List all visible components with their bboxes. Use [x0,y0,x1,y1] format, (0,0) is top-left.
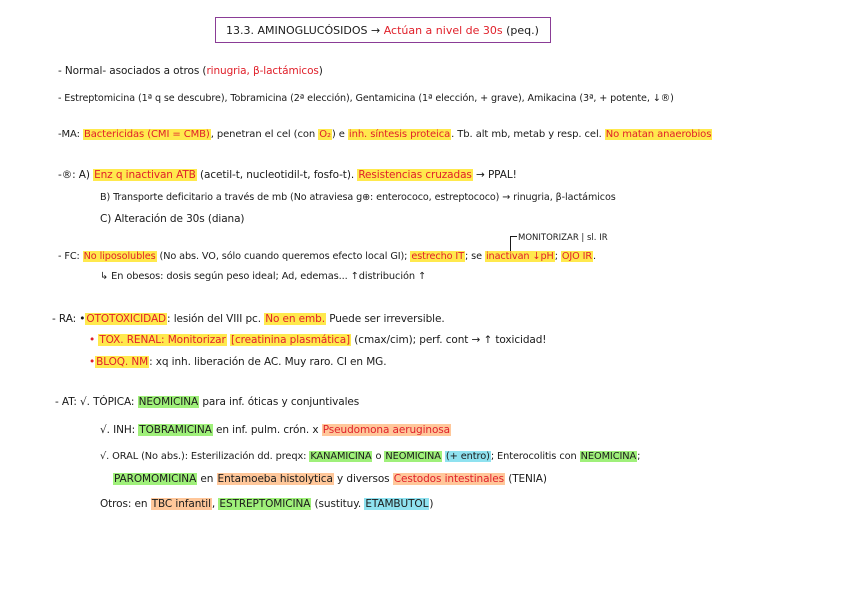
at-prefix: - AT: √. TÓPICA: [55,396,138,408]
fc-prefix: - FC: [58,251,83,262]
ra-mid: : lesión del VIII pc. [167,313,265,325]
oral-prefix: √. ORAL (No abs.): Esterilización dd. preqx: [100,451,310,462]
otros-mid: , [211,498,219,510]
page-title [226,24,539,37]
oral-kanamicina: KANAMICINA [310,451,372,462]
ma-no-anaerobios: No matan anaerobios [605,129,712,140]
r-b-text: B) Transporte deficitario a través de mb (No atraviesa g⊕: enterococo, estreptococo) → rinugria, β-lactámicos [100,192,616,203]
line-resist-a [58,168,517,182]
r-enz: Enz q inactivan ATB [94,169,196,181]
r-cruzadas: Resistencias cruzadas [358,169,472,181]
line-at-inh [100,423,451,437]
ma-mid2: ) e [331,129,348,140]
fc-no-liposolubles: No liposolubles [83,251,156,262]
inh-prefix: √. INH: [100,424,139,436]
inh-tobramicina: TOBRAMICINA [139,424,212,436]
normal-red-text: rinugria, β-lactámicos [206,65,319,77]
ra-end: Puede ser irreversible. [325,313,445,325]
oral-entro: (+ entro) [445,451,490,462]
line-resist-b [100,191,616,205]
inh-pseudomona: Pseudomona aeruginosa [322,424,450,436]
ma-mid3: . Tb. alt mb, metab y resp. cel. [451,129,605,140]
ma-prefix: -MA: [58,129,83,140]
tox-bullet: • [89,334,99,346]
normal-end: ) [318,65,323,77]
line-ma [58,128,712,142]
line-estreptomicina [58,92,674,106]
at-end: para inf. óticas y conjuntivales [199,396,360,408]
fc-ojo-ir: OJO IR [561,251,593,262]
par-end: (TENIA) [504,473,547,485]
ra-no-emb: No en emb. [265,313,325,325]
oral-end: ; [637,451,641,462]
otros-tbc: TBC infantil [151,498,211,510]
line-at-topica [55,395,359,409]
line-fc [58,250,596,264]
normal-text: - Normal- asociados a otros ( [58,65,207,77]
ma-o2: O₂ [319,129,331,140]
otros-end: ) [429,498,434,510]
ma-inh-sintesis: inh. síntesis proteica [348,129,451,140]
blq-end: : xq inh. liberación de AC. Muy raro. CI en MG. [149,356,387,368]
ma-bactericidas: Bactericidas (CMI = CMB) [83,129,210,140]
title-code: 13.3. AMINOGLUCÓSIDOS [226,24,368,37]
otros-mid2: (sustituy. [311,498,365,510]
fc-estrecho: estrecho IT [411,251,465,262]
estrep-text: - Estreptomicina (1ª q se descubre), Tobramicina (2ª elección), Gentamicina (1ª elección, + grave), Amikacina (3ª, + potente, ↓®) [58,93,674,104]
line-tox-renal [89,333,546,347]
line-at-oral [100,450,640,464]
fc-inactivan: inactivan ↓pH [485,251,554,262]
fc-mid2: ; se [465,251,485,262]
fc-note-text: MONITORIZAR | sl. IR [518,233,608,243]
fc-note [518,233,608,243]
line-fc-sub [100,270,426,284]
fc-end: . [593,251,597,262]
line-bloq-nm [89,355,386,369]
par-mid: en [197,473,217,485]
line-normal [58,64,323,78]
oral-mid: o [372,451,385,462]
r-c-text: C) Alteración de 30s (diana) [100,213,245,225]
tox-end: (cmax/cim); perf. cont → ↑ toxicidad! [351,334,547,346]
ma-mid: , penetran el cel (con [210,129,319,140]
line-ra [52,312,445,326]
bracket-arrow-icon [510,236,517,251]
r-end: → PPAL! [472,169,517,181]
tox-renal: TOX. RENAL: Monitorizar [99,334,226,346]
line-resist-c [100,212,244,226]
par-paromomicina: PAROMOMICINA [114,473,197,485]
oral-mid2: ; Enterocolitis con [490,451,580,462]
ra-prefix: - RA: • [52,313,86,325]
title-arrow-icon: → [370,24,381,37]
par-mid2: y diversos [333,473,393,485]
fc-sub-text: ↳ En obesos: dosis según peso ideal; Ad, edemas... ↑distribución ↑ [100,271,427,282]
at-neomicina: NEOMICINA [138,396,199,408]
otros-prefix: Otros: en [100,498,151,510]
line-at-paromomicina [113,472,547,486]
fc-mid3: ; [554,251,561,262]
line-at-otros [100,497,433,511]
par-entamoeba: Entamoeba histolytica [217,473,333,485]
ra-ototoxicidad: OTOTOXICIDAD [86,313,167,325]
otros-etambutol: ETAMBUTOL [365,498,429,510]
r-mid: (acetil-t, nucleotidil-t, fosfo-t). [196,169,358,181]
tox-creatinina: [creatinina plasmática] [230,334,351,346]
inh-mid: en inf. pulm. crón. x [212,424,322,436]
title-action: Actúan a nivel de 30s [383,24,503,37]
title-suffix: (peq.) [506,24,539,37]
oral-neomicina-2: NEOMICINA [580,451,637,462]
blq-bullet: • [89,356,96,368]
otros-estreptomicina: ESTREPTOMICINA [219,498,311,510]
fc-mid: (No abs. VO, sólo cuando queremos efecto local GI); [156,251,411,262]
blq-nm: BLOQ. NM [96,356,149,368]
par-cestodos: Cestodos intestinales [393,473,504,485]
oral-neomicina: NEOMICINA [385,451,441,462]
r-prefix: -®: A) [58,169,94,181]
